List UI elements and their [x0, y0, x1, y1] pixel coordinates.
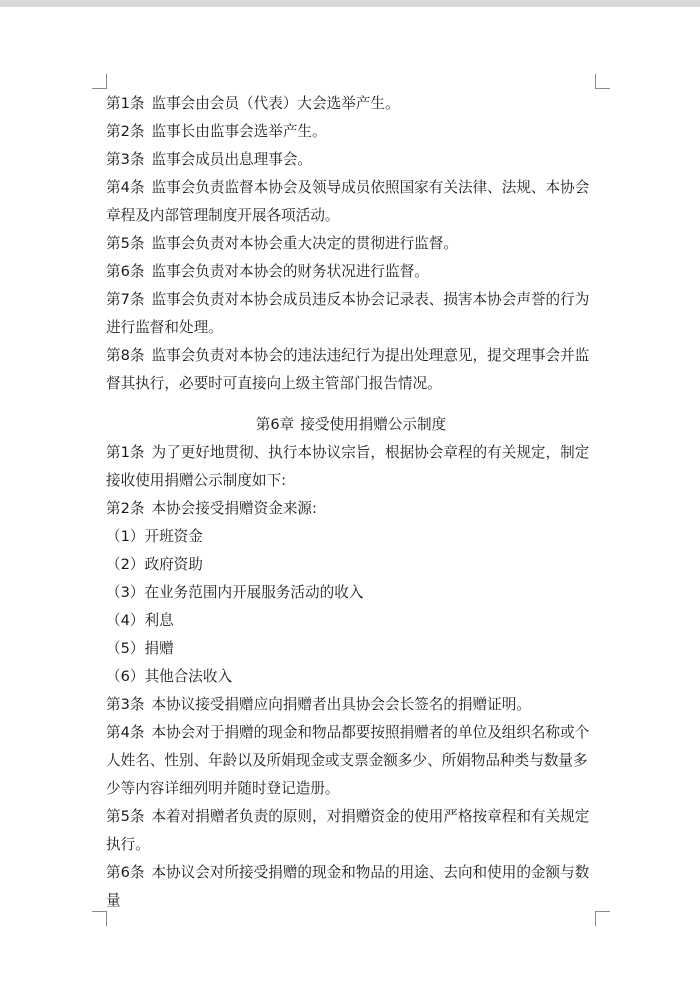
article-text: 监事会成员出息理事会。	[151, 151, 313, 168]
article-text: 本协议接受捐赠应向捐赠者出具协会会长签名的捐赠证明。	[151, 696, 531, 713]
article-number: 第5条	[106, 808, 145, 825]
article-paragraph	[106, 90, 596, 118]
article-paragraph	[106, 859, 596, 915]
article-text: 监事会负责对本协会成员违反本协会记录表、损害本协会声誉的行为进行监督和处理。	[106, 291, 590, 336]
article-number: 第1条	[106, 444, 145, 461]
article-text: 监事长由监事会选举产生。	[151, 123, 327, 140]
article-number: 第5条	[106, 235, 145, 252]
article-paragraph	[106, 495, 596, 523]
article-text: 监事会负责对本协会的违法违纪行为提出处理意见，提交理事会并监督其执行，必要时可直接向上级主管部门报告情况。	[106, 347, 590, 392]
article-number: 第7条	[106, 291, 145, 308]
article-paragraph	[106, 146, 596, 174]
chapter-title: 接受使用捐赠公示制度	[300, 416, 447, 433]
article-paragraph	[106, 439, 596, 495]
article-number: 第8条	[106, 347, 145, 364]
list-item: （1）开班资金	[106, 528, 203, 545]
crop-mark-top-left	[92, 74, 107, 89]
article-number: 第3条	[106, 151, 145, 168]
crop-mark-bottom-left	[92, 911, 107, 926]
list-item: （3）在业务范围内开展服务活动的收入	[106, 584, 364, 601]
list-item: （5）捐赠	[106, 640, 174, 657]
article-paragraph	[106, 258, 596, 286]
article-number: 第2条	[106, 123, 145, 140]
article-paragraph	[106, 691, 596, 719]
document-body	[106, 90, 596, 915]
article-text: 监事会由会员（代表）大会选举产生。	[151, 95, 400, 112]
article-number: 第6条	[106, 864, 145, 881]
article-paragraph	[106, 230, 596, 258]
article-text: 本着对捐赠者负责的原则，对捐赠资金的使用严格按章程和有关规定执行。	[106, 808, 590, 853]
article-number: 第4条	[106, 179, 145, 196]
article-number: 第1条	[106, 95, 145, 112]
chapter-number: 第6章	[255, 416, 295, 433]
article-text: 本协会对于捐赠的现金和物品都要按照捐赠者的单位及组织名称或个人姓名、性别、年龄以及所娟现金或支票金额多少、所娟物品种类与数量多少等内容详细列明并随时登记造册。	[106, 724, 590, 797]
article-paragraph	[106, 286, 596, 342]
article-text: 本协议会对所接受捐赠的现金和物品的用途、去向和使用的金额与数量	[106, 864, 590, 909]
article-paragraph	[106, 342, 596, 398]
article-text: 监事会负责对本协会重大决定的贯彻进行监督。	[151, 235, 458, 252]
crop-mark-bottom-right	[595, 911, 610, 926]
article-number: 第2条	[106, 500, 145, 517]
article-number: 第6条	[106, 263, 145, 280]
article-paragraph	[106, 118, 596, 146]
article-number: 第3条	[106, 696, 145, 713]
article-text: 本协会接受捐赠资金来源:	[151, 500, 317, 517]
crop-mark-top-right	[595, 74, 610, 89]
article-text: 监事会负责对本协会的财务状况进行监督。	[151, 263, 429, 280]
list-item: （2）政府资助	[106, 556, 203, 573]
viewer-top-band	[0, 0, 700, 7]
article-text: 监事会负责监督本协会及领导成员依照国家有关法律、法规、本协会章程及内部管理制度开展各项活动。	[106, 179, 590, 224]
article-paragraph	[106, 174, 596, 230]
chapter-heading	[106, 411, 596, 439]
article-paragraph	[106, 719, 596, 803]
article-text: 为了更好地贯彻、执行本协议宗旨，根据协会章程的有关规定，制定接收使用捐赠公示制度如下:	[106, 444, 590, 489]
article-paragraph	[106, 803, 596, 859]
list-item: （4）利息	[106, 612, 174, 629]
article-number: 第4条	[106, 724, 145, 741]
list-item: （6）其他合法收入	[106, 668, 233, 685]
